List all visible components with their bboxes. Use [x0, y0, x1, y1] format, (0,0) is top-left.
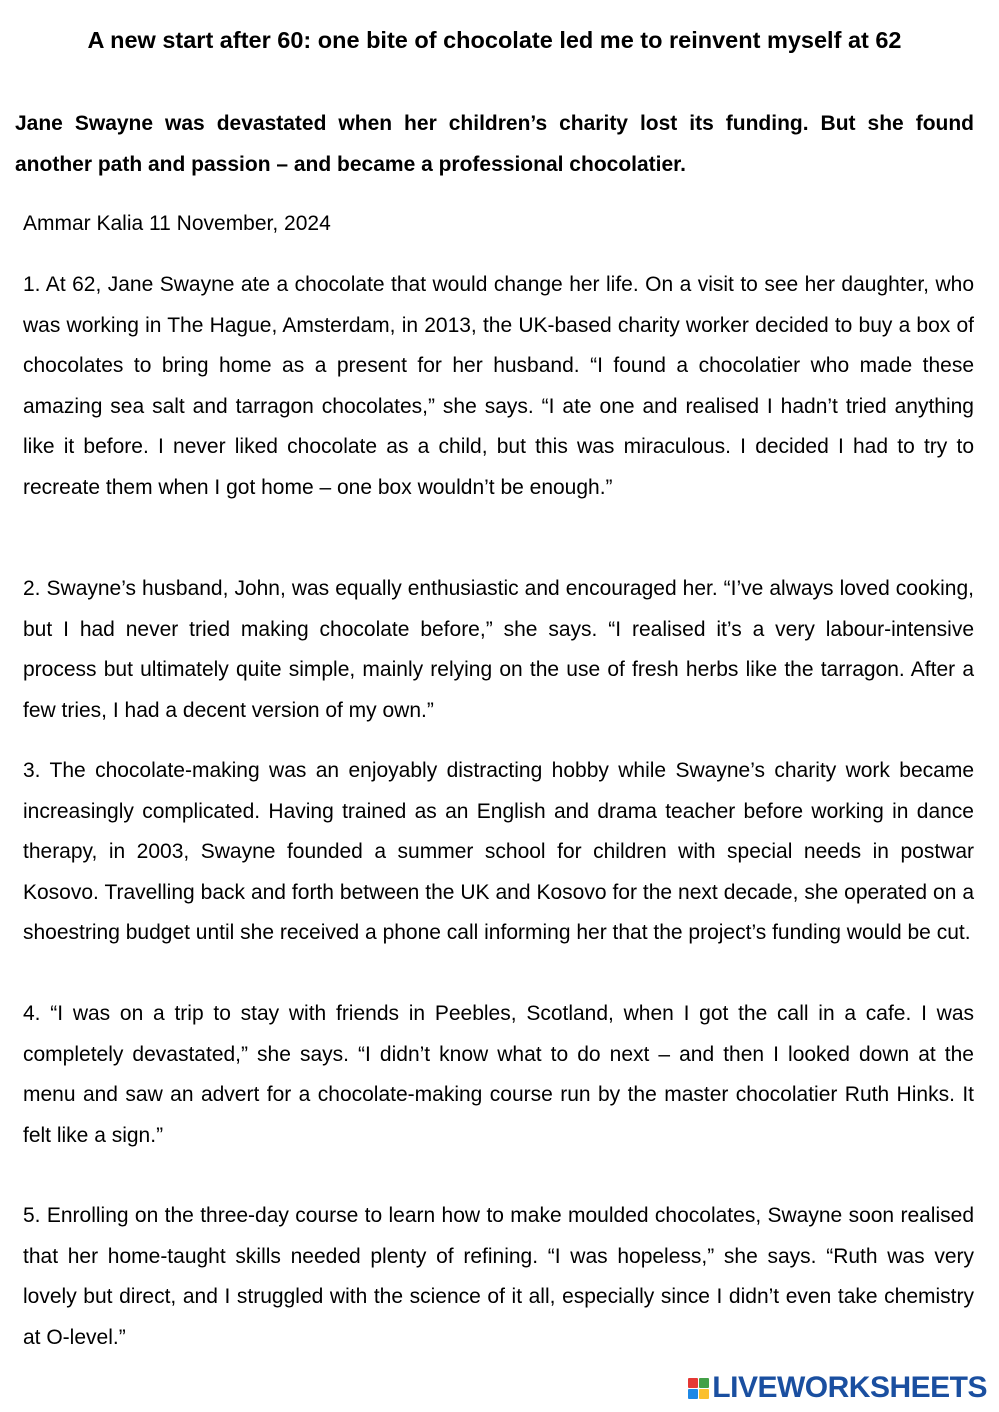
logo-tile-icon: [699, 1389, 709, 1399]
logo-tile-icon: [688, 1378, 698, 1388]
paragraph-2: 2. Swayne’s husband, John, was equally enthusiastic and encouraged her. “I’ve always loved cooking, but I had never tried making chocolate before,” she says. “I realised it’s a very labour-intensive process but ultimately quite simple, mainly relying on the use of fresh herbs like the tarragon. After a few tries, I had a decent version of my own.”: [23, 577, 974, 722]
liveworksheets-logo-text: LIVEWORKSHEETS: [712, 1371, 987, 1404]
logo-tile-icon: [688, 1389, 698, 1399]
article-byline: Ammar Kalia 11 November, 2024: [23, 212, 331, 235]
logo-tile-icon: [699, 1378, 709, 1388]
liveworksheets-logo[interactable]: [688, 1371, 987, 1405]
paragraph-1: 1. At 62, Jane Swayne ate a chocolate that would change her life. On a visit to see her daughter, who was working in The Hague, Amsterdam, in 2013, the UK-based charity worker decided to buy a box of chocolates to bring home as a present for her husband. “I found a chocolatier who made these amazing sea salt and tarragon chocolates,” she says. “I ate one and realised I hadn’t tried anything like it before. I never liked chocolate as a child, but this was miraculous. I decided I had to try to recreate them when I got home – one box wouldn’t be enough.”: [23, 273, 974, 499]
paragraph-4: 4. “I was on a trip to stay with friends in Peebles, Scotland, when I got the call in a cafe. I was completely devastated,” she says. “I didn’t know what to do next – and then I looked down at the menu and saw an advert for a chocolate-making course run by the master chocolatier Ruth Hinks. It felt like a sign.”: [23, 1002, 974, 1147]
liveworksheets-logo-icon: [688, 1378, 709, 1399]
article-title: A new start after 60: one bite of chocolate led me to reinvent myself at 62: [87, 27, 902, 53]
paragraph-3: 3. The chocolate-making was an enjoyably distracting hobby while Swayne’s charity work became increasingly complicated. Having trained as an English and drama teacher before working in dance therapy, in 2003, Swayne founded a summer school for children with special needs in postwar Kosovo. Travelling back and forth between the UK and Kosovo for the next decade, she operated on a shoestring budget until she received a phone call informing her that the project’s funding would be cut.: [23, 759, 974, 944]
paragraph-5: 5. Enrolling on the three-day course to learn how to make moulded chocolates, Swayne soon realised that her home-taught skills needed plenty of refining. “I was hopeless,” she says. “Ruth was very lovely but direct, and I struggled with the science of it all, especially since I didn’t even take chemistry at O-level.”: [23, 1204, 974, 1349]
article-lede: Jane Swayne was devastated when her children’s charity lost its funding. But she found another path and passion – and became a professional chocolatier.: [15, 112, 974, 176]
